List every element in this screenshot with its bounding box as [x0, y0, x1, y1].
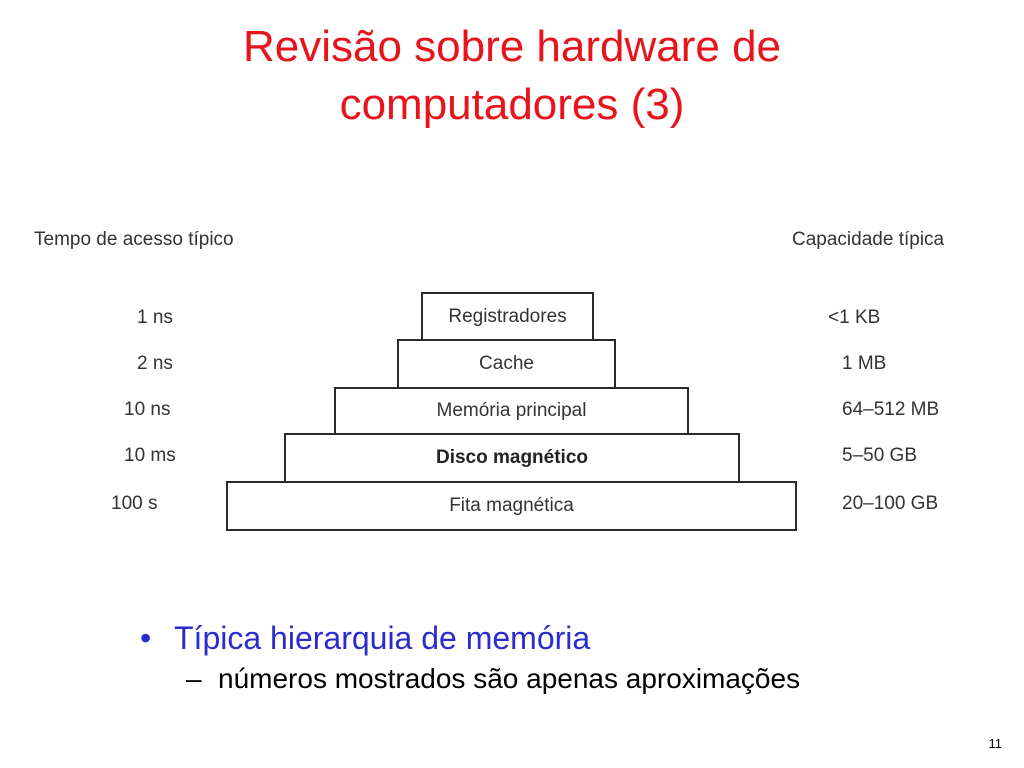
tier-cache	[397, 339, 616, 389]
tier-main-memory-label: Memória principal	[436, 400, 587, 421]
sub-bullet-marker: –	[186, 663, 202, 694]
tier-cache-label: Cache	[479, 353, 534, 374]
bullet-marker: •	[140, 620, 152, 656]
tier-magnetic-tape-label: Fita magnética	[449, 495, 574, 516]
sub-bullet-item	[186, 660, 800, 698]
access-time-magnetic-disk: 10 ms	[124, 445, 176, 466]
capacity-main-memory: 64–512 MB	[842, 399, 940, 420]
access-time-header: Tempo de acesso típico	[34, 229, 234, 250]
bullet-text: Típica hierarquia de memória	[174, 620, 591, 656]
slide-title	[0, 18, 1024, 134]
access-time-magnetic-tape: 100 s	[111, 493, 158, 514]
capacity-magnetic-disk: 5–50 GB	[842, 445, 917, 466]
slide-title-line-2: computadores (3)	[339, 80, 685, 129]
bullet-list	[140, 616, 800, 698]
access-time-registers: 1 ns	[137, 307, 173, 328]
access-time-cache: 2 ns	[137, 353, 173, 374]
bullet-item	[140, 616, 800, 660]
tier-magnetic-disk	[284, 433, 740, 483]
capacity-header: Capacidade típica	[792, 229, 945, 250]
capacity-cache: 1 MB	[842, 353, 887, 374]
page-number: 11	[988, 736, 1002, 751]
tier-registers-label: Registradores	[448, 305, 567, 327]
tier-magnetic-disk-label: Disco magnético	[435, 447, 589, 468]
tier-main-memory	[334, 387, 689, 435]
tier-registers	[421, 292, 594, 341]
capacity-registers: <1 KB	[828, 307, 881, 328]
access-time-main-memory: 10 ns	[124, 399, 171, 420]
tier-magnetic-tape	[226, 481, 797, 531]
slide-title-line-1: Revisão sobre hardware de	[242, 22, 782, 71]
capacity-magnetic-tape: 20–100 GB	[842, 493, 939, 514]
sub-bullet-text: números mostrados são apenas aproximações	[218, 663, 801, 694]
